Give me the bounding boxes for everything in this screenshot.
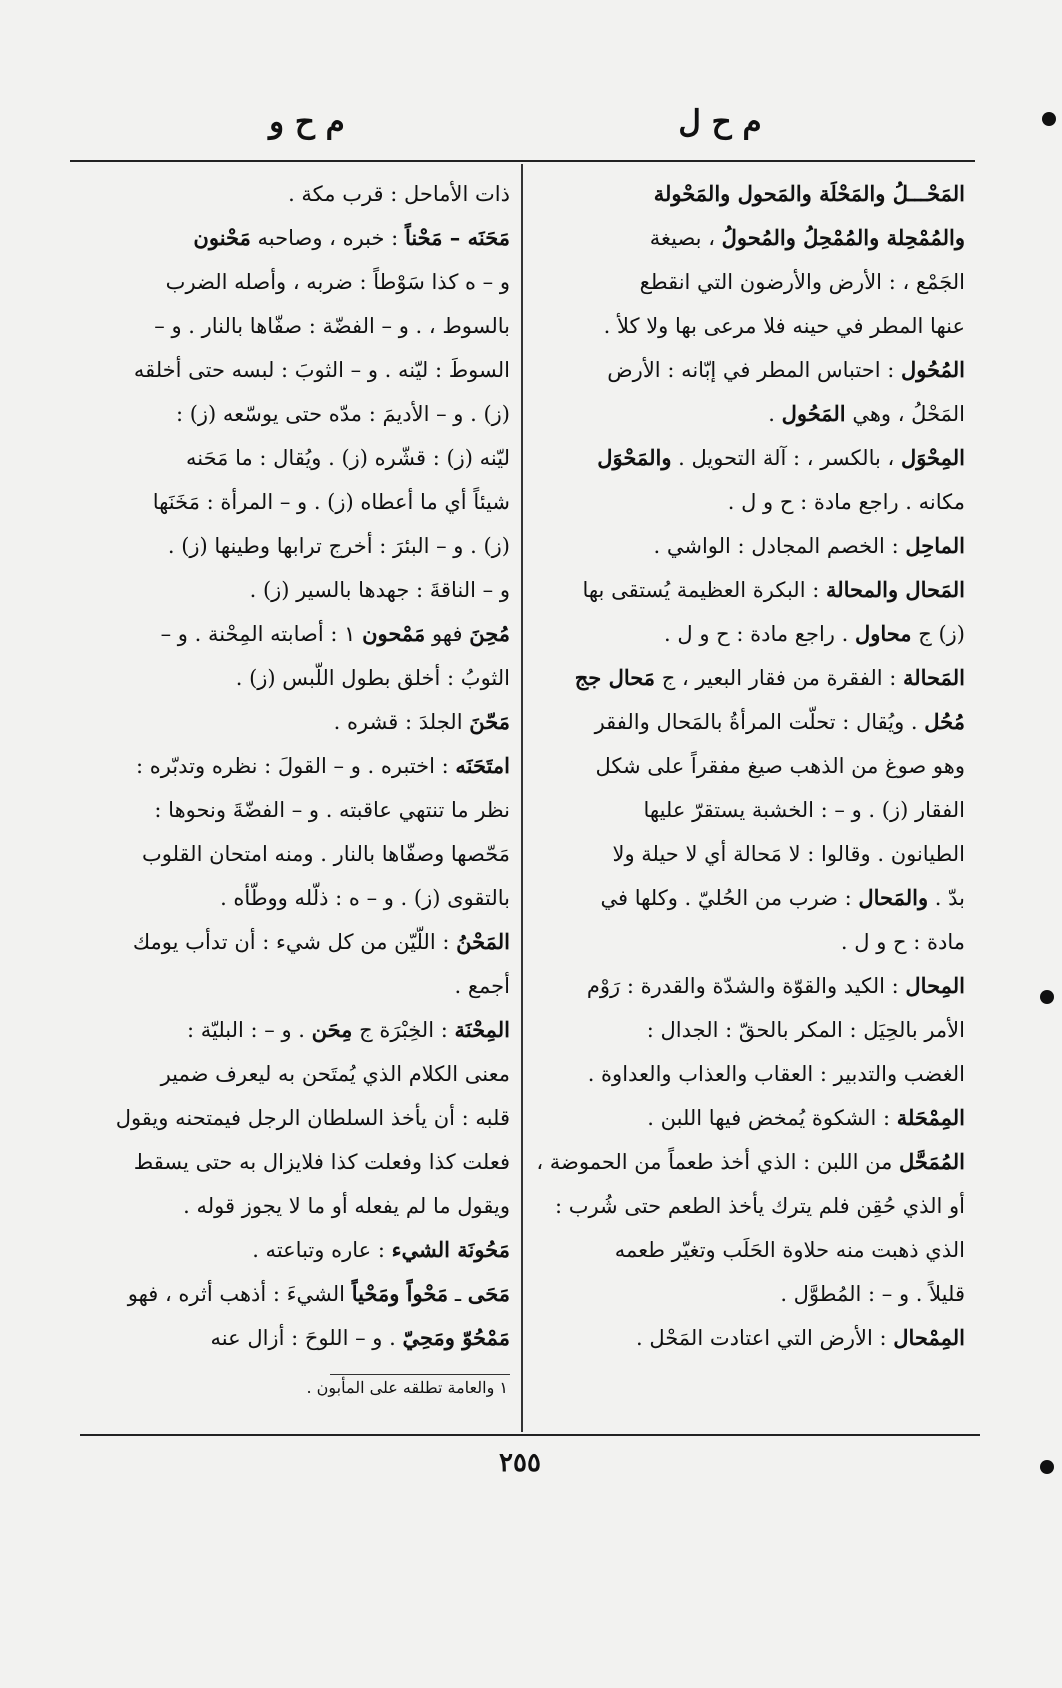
headword: المَحُول [781, 401, 846, 426]
entry-line [72, 1140, 510, 1184]
definition-text: . [768, 402, 782, 426]
headword: مَمْحون [362, 621, 426, 646]
definition-text: (ز) ج [911, 622, 965, 646]
headword: المَحْـــلُ والمَحْلَة والمَحول والمَحْولة [653, 181, 965, 206]
headword: مَحُونَة الشيء [391, 1237, 510, 1262]
definition-text: : الشكوة يُمخض فيها اللبن . [647, 1106, 897, 1130]
entry-line [72, 216, 510, 260]
entry-line [72, 436, 510, 480]
entry-line [533, 436, 965, 480]
entry-line [72, 392, 510, 436]
definition-text: الثوبُ : أخلق بطول اللّبس (ز) . [235, 666, 510, 690]
entry-line [72, 920, 510, 964]
definition-text: و – الناقةَ : جهدها بالسير (ز) . [249, 578, 510, 602]
headword: مَحّنَ [469, 709, 510, 734]
headword: مَحَى [467, 1281, 510, 1306]
entry-line [72, 1052, 510, 1096]
definition-text: ١ : أصابته المِحْنة . و – [160, 622, 363, 646]
footnote: ١ والعامة تطلقه على المأبون . [306, 1378, 508, 1397]
entry-line [72, 1184, 510, 1228]
entry-line [533, 700, 965, 744]
definition-text: : الخِبْرَة ج [352, 1018, 455, 1042]
definition-text: بالتقوى (ز) . و – ه : ذلّله ووطّأه . [220, 886, 510, 910]
entry-line [72, 480, 510, 524]
entry-line [533, 392, 965, 436]
definition-text: الفقار (ز) . و – : الخشبة يستقرّ عليها [643, 798, 965, 822]
headword: مَحَنَه – مَحْناً [404, 225, 510, 250]
definition-text: أجمع . [454, 974, 510, 998]
definition-text: (ز) . و – البئرَ : أخرج ترابها وطينها (ز) . [167, 534, 510, 558]
definition-text: وهو صوغ من الذهب صيغ مفقراً على شكل [595, 754, 965, 778]
definition-text: . و – اللوحَ : أزال عنه [210, 1326, 403, 1350]
margin-mark [1042, 112, 1056, 126]
definition-text: و – ه كذا سَوْطاً : ضربه ، وأصله الضرب [165, 270, 510, 294]
entry-line [533, 832, 965, 876]
entry-line [72, 1008, 510, 1052]
headword: مِحَن [311, 1017, 353, 1042]
entry-line [72, 1096, 510, 1140]
definition-text: ويقول ما لم يفعله أو ما لا يجوز قوله . [183, 1194, 510, 1218]
entry-line [72, 568, 510, 612]
entry-line [533, 612, 965, 656]
bottom-rule [80, 1434, 980, 1436]
definition-text: فعلت كذا وفعلت كذا فلايزال به حتى يسقط [133, 1150, 510, 1174]
definition-text: الجلدَ : قشره . [333, 710, 470, 734]
page-number: ٢٥٥ [499, 1448, 541, 1478]
definition-text: ، بصيغة [649, 226, 722, 250]
headword: الماحِل [905, 533, 965, 558]
entry-line [533, 216, 965, 260]
definition-text: : الكيد والقوّة والشدّة والقدرة : رَوْم [586, 974, 906, 998]
headword: مُحِنَ [469, 621, 510, 646]
entry-line [533, 744, 965, 788]
definition-text: الجَمْع ، : الأرض والأرضون التي انقطع [639, 270, 965, 294]
definition-text: . ويُقال : تحلّت المرأةُ بالمَحال والفقر [594, 710, 925, 734]
definition-text: مَحّصها وصفّاها بالنار . ومنه امتحان القلوب [141, 842, 510, 866]
entry-line [72, 1228, 510, 1272]
entry-line [533, 1096, 965, 1140]
entry-line [533, 304, 965, 348]
entry-line [533, 172, 965, 216]
column-divider [521, 164, 523, 1432]
headword: مُحُل [924, 709, 965, 734]
definition-text: من اللبن : الذي أخذ طعماً من الحموضة ، [536, 1150, 900, 1174]
headword: مَحْنون [193, 225, 251, 250]
entry-line [533, 568, 965, 612]
headword: المِحْنَة [454, 1017, 510, 1042]
entry-line [533, 656, 965, 700]
entry-line [533, 1228, 965, 1272]
entry-line [72, 876, 510, 920]
definition-text: الطيانون . وقالوا : لا مَحالة أي لا حيلة ولا [612, 842, 965, 866]
definition-text: ذات الأماحل : قرب مكة . [288, 182, 510, 206]
entry-line [533, 920, 965, 964]
headword: مَحْواً ومَحْياً [351, 1281, 449, 1306]
right-column [533, 172, 965, 1360]
headword: المُمَحَّل [899, 1149, 965, 1174]
entry-line [533, 348, 965, 392]
definition-text: ليّنه (ز) : قشّره (ز) . ويُقال : ما مَحَنه [186, 446, 510, 470]
entry-line [72, 260, 510, 304]
definition-text: معنى الكلام الذي يُمتَحن به ليعرف ضمير [160, 1062, 510, 1086]
entry-line [533, 1272, 965, 1316]
running-head-left: م ح و [269, 104, 345, 140]
headword: المَحْنُ [456, 929, 510, 954]
entry-line [533, 1052, 965, 1096]
definition-text: : الفقرة من فقار البعير ، ج [655, 666, 903, 690]
definition-text: : عاره وتباعته . [252, 1238, 392, 1262]
headword: امتَحَنَه [455, 753, 510, 778]
headword: المَحالة [903, 665, 965, 690]
entry-line [72, 524, 510, 568]
definition-text: فهو [425, 622, 470, 646]
footnote-rule [330, 1374, 510, 1375]
definition-text: أو الذي حُقِن فلم يترك يأخذ الطعم حتى شُرب : [554, 1194, 965, 1218]
entry-line [533, 1316, 965, 1360]
definition-text: : خبره ، وصاحبه [250, 226, 405, 250]
definition-text: نظر ما تنتهي عاقبته . و – الفضّةَ ونحوها : [154, 798, 510, 822]
definition-text: : الخصم المجادل : الواشي . [653, 534, 906, 558]
definition-text: شيئاً أي ما أعطاه (ز) . و – المرأة : مَخَنَها [152, 490, 510, 514]
headword: والمَحال [858, 885, 929, 910]
entry-line [72, 612, 510, 656]
headword: المِمْحَلة [896, 1105, 965, 1130]
headword: والمَحْوَل [597, 445, 672, 470]
entry-line [72, 172, 510, 216]
entry-line [72, 744, 510, 788]
definition-text: قلبه : أن يأخذ السلطان الرجل فيمتحنه ويقول [115, 1106, 510, 1130]
headword: مَمْحُوّ ومَحِيّ [402, 1325, 510, 1350]
left-column [72, 172, 510, 1360]
definition-text: : احتباس المطر في إبّانه : الأرض [607, 358, 901, 382]
definition-text: بدّ . [928, 886, 965, 910]
margin-mark [1040, 1460, 1054, 1474]
headword: المِمْحال [893, 1325, 965, 1350]
definition-text: الغضب والتدبير : العقاب والعذاب والعداوة . [587, 1062, 965, 1086]
entry-line [72, 700, 510, 744]
headword: المِحال [905, 973, 965, 998]
definition-text: . و – : البليّة : [186, 1018, 312, 1042]
definition-text: : ضرب من الحُليّ . وكلها في [600, 886, 859, 910]
entry-line [72, 656, 510, 700]
entry-line [533, 1140, 965, 1184]
running-head-right: م ح ل [678, 104, 762, 140]
definition-text: ـ [448, 1282, 468, 1306]
entry-line [533, 1184, 965, 1228]
definition-text: السوطَ : ليّنه . و – الثوبَ : لبسه حتى أخلقه [133, 358, 510, 382]
headword: المِحْوَل [900, 445, 965, 470]
definition-text: المَحْلُ ، وهي [845, 402, 965, 426]
entry-line [533, 788, 965, 832]
entry-line [72, 1316, 510, 1360]
headword: محاول [854, 621, 912, 646]
headword: المُحُول [900, 357, 965, 382]
definition-text: بالسوط ، . و – الفضّة : صفّاها بالنار . و – [154, 314, 510, 338]
definition-text: (ز) . و – الأديمَ : مدّه حتى يوسّعه (ز) : [175, 402, 510, 426]
definition-text: مادة : ح و ل . [840, 930, 965, 954]
entry-line [533, 876, 965, 920]
entry-line [533, 524, 965, 568]
definition-text: الشيءَ : أذهب أثره ، فهو [127, 1282, 352, 1306]
definition-text: : البكرة العظيمة يُستقى بها [582, 578, 826, 602]
entry-line [72, 1272, 510, 1316]
definition-text: الأمر بالحِيَل : المكر بالحقّ : الجدال : [646, 1018, 965, 1042]
definition-text: : اللّيّن من كل شيء : أن تدأب يومك [132, 930, 457, 954]
margin-mark [1040, 990, 1054, 1004]
headword: والمُمْحِلة والمُمْحِلُ والمُحولُ [721, 225, 965, 250]
entry-line [533, 260, 965, 304]
headword: مَحال جج [574, 665, 656, 690]
definition-text: عنها المطر في حينه فلا مرعى بها ولا كلأ . [603, 314, 965, 338]
definition-text: . راجع مادة : ح و ل . [664, 622, 855, 646]
entry-line [533, 1008, 965, 1052]
entry-line [72, 348, 510, 392]
definition-text: : اختبره . و – القولَ : نظره وتدبّره : [135, 754, 456, 778]
entry-line [72, 788, 510, 832]
entry-line [72, 964, 510, 1008]
definition-text: : الأرض التي اعتادت المَحْل . [635, 1326, 894, 1350]
top-rule [70, 160, 975, 162]
entry-line [533, 480, 965, 524]
definition-text: ، بالكسر ، : آلة التحويل . [671, 446, 901, 470]
entry-line [72, 832, 510, 876]
definition-text: قليلاً . و – : المُطوَّل . [780, 1282, 965, 1306]
entry-line [72, 304, 510, 348]
headword: المَحال والمحالة [825, 577, 965, 602]
entry-line [533, 964, 965, 1008]
definition-text: مكانه . راجع مادة : ح و ل . [727, 490, 965, 514]
definition-text: الذي ذهبت منه حلاوة الحَلَب وتغيّر طعمه [614, 1238, 965, 1262]
